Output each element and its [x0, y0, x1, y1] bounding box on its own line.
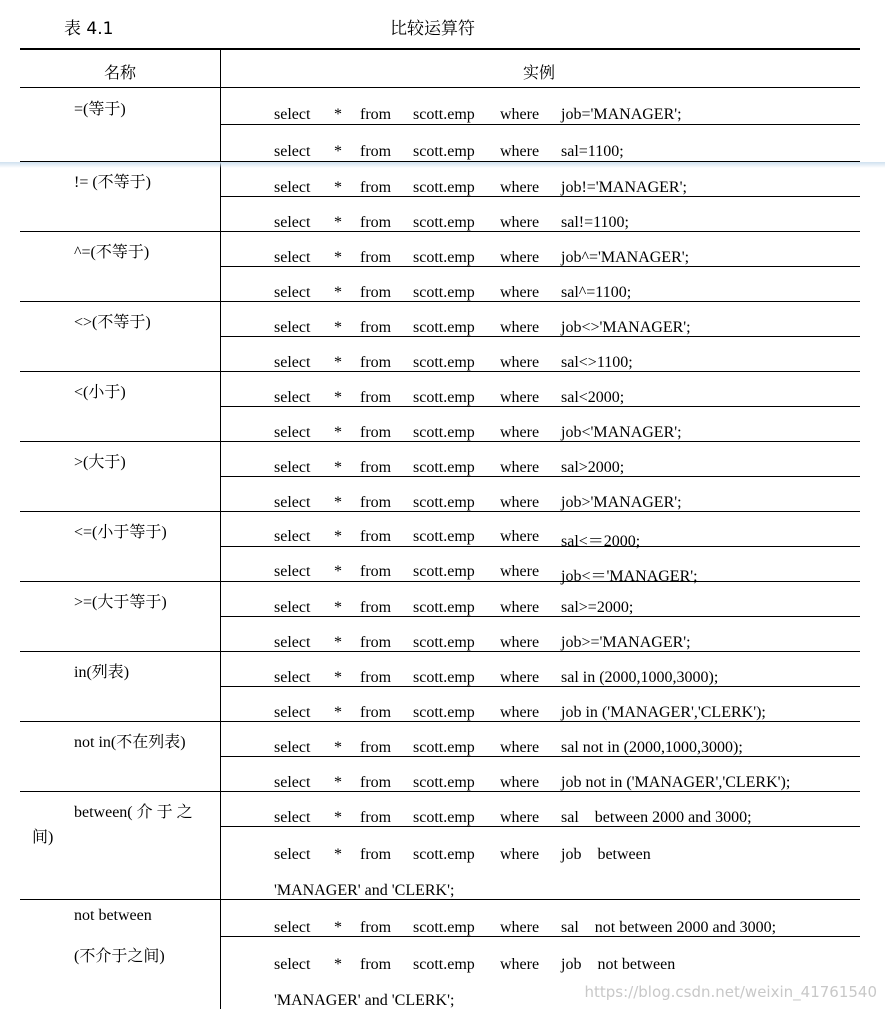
sql-condition: sal not in (2000,1000,3000);	[561, 739, 743, 756]
operator-name: between( 介 于 之	[74, 804, 193, 821]
sql-table: scott.emp	[413, 354, 475, 371]
sql-from: from	[360, 774, 392, 791]
operator-name: <(小于)	[74, 384, 126, 401]
example-rule	[221, 336, 860, 337]
sql-from: from	[360, 284, 392, 301]
sql-select: select	[274, 563, 311, 580]
sql-from: from	[360, 143, 392, 160]
operator-name: >(大于)	[74, 454, 126, 471]
sql-star: *	[334, 389, 342, 406]
sql-select: select	[274, 919, 311, 936]
sql-table: scott.emp	[413, 284, 475, 301]
header-rule	[20, 87, 860, 88]
sql-condition: sal>2000;	[561, 459, 625, 476]
sql-table: scott.emp	[413, 739, 475, 756]
sql-condition: job^='MANAGER';	[561, 249, 690, 266]
operator-name: in(列表)	[74, 664, 130, 681]
sql-from: from	[360, 354, 392, 371]
sql-where: where	[500, 563, 540, 580]
sql-table: scott.emp	[413, 809, 475, 826]
sql-select: select	[274, 284, 311, 301]
sql-where: where	[500, 599, 540, 616]
sql-where: where	[500, 669, 540, 686]
operator-name: != (不等于)	[74, 174, 152, 191]
sql-where: where	[500, 284, 540, 301]
sql-condition: job between	[561, 846, 651, 863]
sql-where: where	[500, 354, 540, 371]
sql-table: scott.emp	[413, 704, 475, 721]
sql-condition: job not between	[561, 956, 676, 973]
sql-where: where	[500, 494, 540, 511]
sql-star: *	[334, 214, 342, 231]
sql-star: *	[334, 354, 342, 371]
sql-table: scott.emp	[413, 106, 475, 123]
sql-star: *	[334, 739, 342, 756]
sql-where: where	[500, 214, 540, 231]
example-rule	[221, 406, 860, 407]
sql-where: where	[500, 424, 540, 441]
sql-table: scott.emp	[413, 774, 475, 791]
sql-star: *	[334, 956, 342, 973]
column-divider	[220, 49, 221, 1009]
sql-from: from	[360, 634, 392, 651]
table-number: 表 4.1	[64, 19, 114, 39]
sql-select: select	[274, 669, 311, 686]
sql-condition: job not in ('MANAGER','CLERK');	[561, 774, 791, 791]
sql-from: from	[360, 106, 392, 123]
sql-star: *	[334, 319, 342, 336]
example-rule	[221, 616, 860, 617]
sql-from: from	[360, 459, 392, 476]
sql-from: from	[360, 809, 392, 826]
sql-select: select	[274, 389, 311, 406]
header-example: 实例	[523, 63, 556, 82]
operator-name: >=(大于等于)	[74, 594, 167, 611]
sql-where: where	[500, 809, 540, 826]
sql-condition: sal^=1100;	[561, 284, 632, 301]
sql-star: *	[334, 143, 342, 160]
sql-select: select	[274, 106, 311, 123]
sql-select: select	[274, 528, 311, 545]
sql-where: where	[500, 634, 540, 651]
row-rule	[20, 581, 860, 582]
sql-select: select	[274, 249, 311, 266]
watermark: https://blog.csdn.net/weixin_41761540	[584, 983, 877, 1001]
sql-from: from	[360, 389, 392, 406]
sql-where: where	[500, 179, 540, 196]
sql-from: from	[360, 956, 392, 973]
sql-select: select	[274, 846, 311, 863]
sql-select: select	[274, 319, 311, 336]
sql-condition: job<'MANAGER';	[561, 424, 682, 441]
sql-from: from	[360, 528, 392, 545]
sql-condition: job>='MANAGER';	[561, 634, 691, 651]
example-rule	[221, 686, 860, 687]
sql-star: *	[334, 106, 342, 123]
sql-star: *	[334, 704, 342, 721]
sql-select: select	[274, 459, 311, 476]
example-rule	[221, 266, 860, 267]
sql-where: where	[500, 459, 540, 476]
sql-table: scott.emp	[413, 179, 475, 196]
example-rule	[221, 476, 860, 477]
sql-condition: sal!=1100;	[561, 214, 629, 231]
sql-condition: sal>=2000;	[561, 599, 634, 616]
sql-where: where	[500, 774, 540, 791]
example-rule	[221, 196, 860, 197]
operator-name: =(等于)	[74, 101, 126, 118]
sql-where: where	[500, 389, 540, 406]
sql-select: select	[274, 739, 311, 756]
sql-from: from	[360, 214, 392, 231]
sql-from: from	[360, 563, 392, 580]
sql-select: select	[274, 809, 311, 826]
sql-select: select	[274, 214, 311, 231]
sql-where: where	[500, 846, 540, 863]
sql-select: select	[274, 634, 311, 651]
sql-table: scott.emp	[413, 249, 475, 266]
sql-star: *	[334, 669, 342, 686]
sql-table: scott.emp	[413, 563, 475, 580]
operator-name-line2: 间)	[32, 829, 54, 846]
sql-star: *	[334, 634, 342, 651]
sql-select: select	[274, 424, 311, 441]
sql-table: scott.emp	[413, 634, 475, 651]
sql-condition: job>'MANAGER';	[561, 494, 682, 511]
sql-table: scott.emp	[413, 599, 475, 616]
example-rule	[221, 756, 860, 757]
sql-condition: sal=1100;	[561, 143, 624, 160]
sql-where: where	[500, 919, 540, 936]
sql-star: *	[334, 528, 342, 545]
example-rule	[221, 546, 860, 547]
table-title: 比较运算符	[390, 19, 475, 39]
sql-select: select	[274, 179, 311, 196]
operator-name: not in(不在列表)	[74, 734, 186, 751]
sql-star: *	[334, 424, 342, 441]
viewport-shadow	[0, 162, 885, 168]
sql-table: scott.emp	[413, 424, 475, 441]
sql-condition: sal<＝2000;	[561, 533, 641, 550]
sql-star: *	[334, 774, 342, 791]
sql-condition: sal not between 2000 and 3000;	[561, 919, 777, 936]
sql-where: where	[500, 956, 540, 973]
sql-condition: sal<>1100;	[561, 354, 633, 371]
sql-from: from	[360, 319, 392, 336]
sql-condition: job in ('MANAGER','CLERK');	[561, 704, 766, 721]
sql-star: *	[334, 249, 342, 266]
example-sql-continuation: 'MANAGER' and 'CLERK';	[274, 882, 455, 899]
sql-table: scott.emp	[413, 956, 475, 973]
sql-from: from	[360, 424, 392, 441]
sql-where: where	[500, 528, 540, 545]
sql-table: scott.emp	[413, 846, 475, 863]
sql-star: *	[334, 563, 342, 580]
sql-star: *	[334, 459, 342, 476]
sql-table: scott.emp	[413, 143, 475, 160]
sql-where: where	[500, 143, 540, 160]
sql-from: from	[360, 704, 392, 721]
sql-star: *	[334, 284, 342, 301]
sql-select: select	[274, 494, 311, 511]
sql-condition: sal in (2000,1000,3000);	[561, 669, 719, 686]
sql-condition: sal<2000;	[561, 389, 625, 406]
sql-where: where	[500, 704, 540, 721]
sql-table: scott.emp	[413, 669, 475, 686]
example-rule	[221, 124, 860, 125]
operator-name-line2: (不介于之间)	[74, 948, 165, 965]
sql-from: from	[360, 249, 392, 266]
sql-select: select	[274, 599, 311, 616]
sql-from: from	[360, 846, 392, 863]
sql-star: *	[334, 919, 342, 936]
sql-condition: job='MANAGER';	[561, 106, 682, 123]
sql-star: *	[334, 179, 342, 196]
sql-condition: job<>'MANAGER';	[561, 319, 691, 336]
sql-table: scott.emp	[413, 459, 475, 476]
sql-from: from	[360, 919, 392, 936]
sql-select: select	[274, 143, 311, 160]
header-name: 名称	[104, 63, 137, 82]
sql-select: select	[274, 956, 311, 973]
operator-name: <=(小于等于)	[74, 524, 167, 541]
sql-select: select	[274, 354, 311, 371]
sql-star: *	[334, 809, 342, 826]
sql-star: *	[334, 846, 342, 863]
sql-table: scott.emp	[413, 319, 475, 336]
sql-condition: sal between 2000 and 3000;	[561, 809, 752, 826]
operator-name: not between	[74, 907, 152, 924]
sql-table: scott.emp	[413, 528, 475, 545]
sql-from: from	[360, 739, 392, 756]
sql-where: where	[500, 249, 540, 266]
top-rule	[20, 48, 860, 50]
operator-name: ^=(不等于)	[74, 244, 150, 261]
sql-from: from	[360, 179, 392, 196]
sql-where: where	[500, 106, 540, 123]
operator-name: <>(不等于)	[74, 314, 151, 331]
sql-from: from	[360, 669, 392, 686]
sql-star: *	[334, 599, 342, 616]
sql-where: where	[500, 319, 540, 336]
sql-table: scott.emp	[413, 389, 475, 406]
sql-select: select	[274, 704, 311, 721]
sql-table: scott.emp	[413, 214, 475, 231]
sql-select: select	[274, 774, 311, 791]
sql-condition: job<＝'MANAGER';	[561, 568, 698, 585]
sql-where: where	[500, 739, 540, 756]
sql-from: from	[360, 494, 392, 511]
sql-table: scott.emp	[413, 494, 475, 511]
example-sql-continuation: 'MANAGER' and 'CLERK';	[274, 992, 455, 1009]
example-rule	[221, 826, 860, 827]
sql-condition: job!='MANAGER';	[561, 179, 687, 196]
sql-table: scott.emp	[413, 919, 475, 936]
sql-star: *	[334, 494, 342, 511]
sql-from: from	[360, 599, 392, 616]
